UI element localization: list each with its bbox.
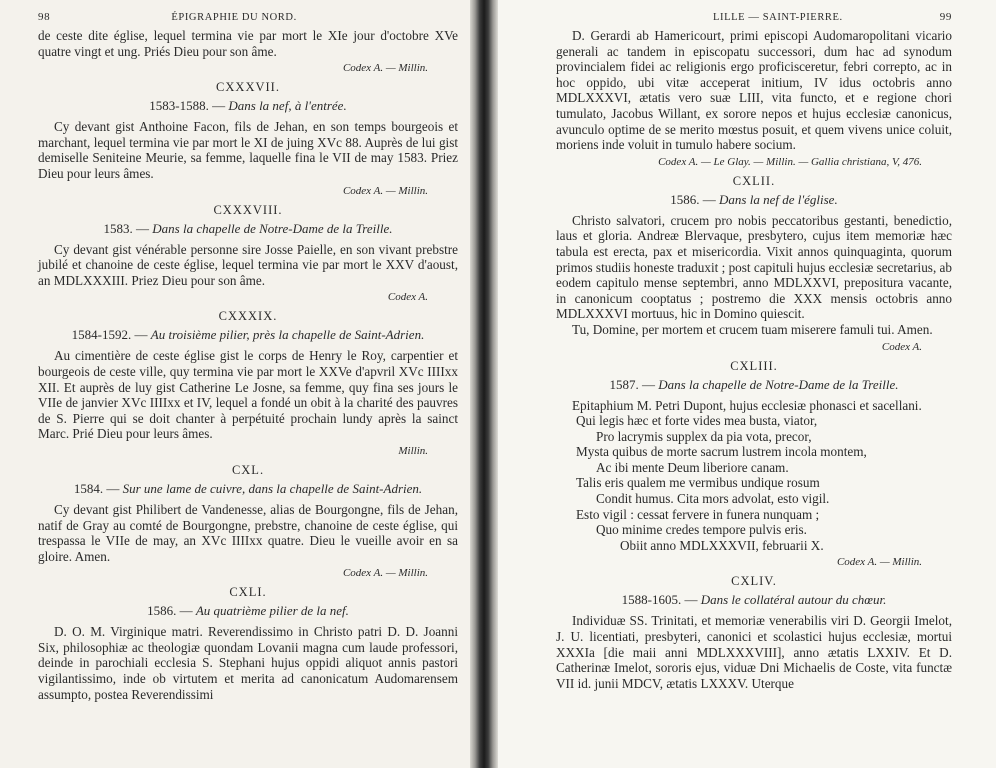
entry-number: CXLII. [732,173,776,188]
carry-over-text-right: D. Gerardi ab Hamericourt, primi episcopi Audomaropolitani vicario generali ac tandem in episcopatu successori, dum hac ad synodum provincialem fidei ac religionis ergo proficisceretur, febri correpto, ac in hoc oppido, ubi vitæ acceperat initium, IV idus octobris anno MDLXXXVI, ætatis vero suæ LIII, vita functo, et e regione chori tumulato, Jacobus Willant, ex sorore nepos et hujus ecclesiæ canonicus, avunculo optime de se merito mœstus posuit, et quem vivens unice coluit, moriens inde voluit in tumulo habere socium. [556,28,952,153]
entry-heading: 1584. — Sur une lame de cuivre, dans la chapelle de Saint-Adrien. [73,480,423,496]
page-number-right: 99 [939,11,952,23]
entry-number: CXXXVIII. [213,202,283,217]
poem-line: Esto vigil : cessat fervere in funera nunquam ; [576,506,820,522]
entry-heading: 1586. — Au quatrième pilier de la nef. [147,603,349,619]
poem-line: Qui legis hæc et forte vides mea busta, viator, [576,413,818,429]
running-head-right [556,6,952,28]
running-title-right: LILLE — SAINT-PIERRE. [713,12,843,23]
poem-line: Condit humus. Cita mors advolat, esto vigil. [596,491,830,507]
running-title-left: ÉPIGRAPHIE DU NORD. [171,12,297,23]
poem-line: Quo minime credes tempore pulvis eris. [596,522,807,538]
entry-cxlii [556,173,952,354]
entry-cxliii [556,358,952,570]
source-citation: Codex A. — Millin. [342,184,428,197]
source-citation: Codex A. [387,291,428,304]
entry-heading: 1588-1605. — Dans le collatéral autour du chœur. [621,592,887,608]
entry-number: CXXXVII. [216,80,280,95]
source-citation: Codex A. [881,340,922,353]
entry-cxxxvii [38,79,458,197]
entry-text: D. O. M. Virginique matri. Reverendissimo in Christo patri D. D. Joanni Six, philosophiæ ac theologiæ quondam Lovanii magna cum laude professori, deinde in parochiali ecclesia S. Stephani hujus oppidi aliquot annis pastori vigilantissimo, inde ob virtutem et merita ad canonicatum Audomarensem assumpto, postea Reverendissimi [38,624,458,702]
entry-number: CXLIII. [730,358,778,373]
source-citation: Codex A. — Millin. [836,556,922,569]
entry-text: Epitaphium M. Petri Dupont, hujus ecclesiæ phonasci et sacellani. [572,397,922,413]
entry-text: Individuæ SS. Trinitati, et memoriæ venerabilis viri D. Georgii Imelot, J. U. licentiati, presbyteri, canonici et scolastici hujus ecclesiæ, mortui XXXIa [die maii anni MDLXXXVIII], anno ætatis LXXIV. Et D. Catherinæ Imelot, sororis ejus, viduæ Dni Michaelis de Coste, vita functæ VII id. junii MDCV, ætatis LXXXV. Uterque [556,613,952,691]
entry-heading: 1583. — Dans la chapelle de Notre-Dame de la Treille. [103,220,393,236]
entry-number: CXXXIX. [218,309,278,324]
epitaph-poem [556,413,952,553]
poem-line: Talis eris qualem me vermibus undique rosum [576,475,820,491]
entry-heading: 1584-1592. — Au troisième pilier, près la chapelle de Saint-Adrien. [71,327,425,343]
entry-heading: 1587. — Dans la chapelle de Notre-Dame de la Treille. [609,376,899,392]
poem-line: Mysta quibus de morte sacrum lustrem incola montem, [576,444,867,460]
entry-text: Cy devant gist vénérable personne sire Josse Paielle, en son vivant prebstre jubilé et chanoine de ceste église, lequel termina vie par mort le XXV d'aoust, an MDLXXXIII. Priez Dieu pour son âme. [38,241,458,288]
poem-line: Obiit anno MDLXXXVII, februarii X. [620,537,824,553]
entry-text: Christo salvatori, crucem pro nobis peccatoribus gestanti, benedictio, laus et gloria. Andreæ Blervaque, presbytero, cujus item memoriæ hæc tabula est erecta, pax et misericordia. Vixit annos quinquaginta, quorum primos studiis honeste traduxit ; post capituli hujus ecclesiæ secretarius, ab eodem capitulo mense septembri, anno MDLXXVI, prepositura vacante, in canonicum cooptatus ; postremo die XXX mensis octobris anno MDLXXXVI mortuus, hic in Domino quiescit. [556,212,952,322]
entry-cxl [38,462,458,580]
entry-number: CXLI. [229,585,267,600]
entry-text: Cy devant gist Philibert de Vandenesse, alias de Bourgongne, fils de Jehan, natif de Gray au comté de Bourgongne, prebstre, chanoine de ceste église, qui trespassa le VIIe de may, an XVc IIIIxx quatre. Dieu le vueille avoir en sa gloire. Amen. [38,501,458,564]
entry-text: Cy devant gist Anthoine Facon, fils de Jehan, en son temps bourgeois et marchant, lequel termina vie par mort le XI de juing XVc 88. Auprès de lui gist demiselle Seniteine Meurie, sa femme, laquelle fina le VII de may 1583. Priez Dieu pour leurs âmes. [38,119,458,181]
entry-cxxxix [38,308,458,458]
source-citation: Millin. [398,444,428,457]
entry-cxliv [556,573,952,691]
entry-number: CXL. [231,462,265,477]
carry-over-text-left: de ceste dite église, lequel termina vie par mort le XIe jour d'octobre XVe quatre vingt et ung. Priés Dieu pour son âme. [38,28,458,59]
source-citation: Codex A. — Millin. [342,567,428,580]
entry-cxxxviii [38,202,458,305]
entry-text: Au cimentière de ceste église gist le corps de Henry le Roy, carpentier et bourgeois de ceste ville, quy termina vie par mort le XXVe d'apvril XVc IIIIxx XII. Et auprès de luy gist Catherine Le Josne, sa femme, quy fina ses jours le VIIe de janvier XVc IIIIxx et IV, lequel a fondé un obit à la charité des pauvres de S. Pierre qui se doit chanter à perpétuité prochain lundy après la sainct Marc. Prié Dieu pour leurs âmes. [38,348,458,442]
entry-number: CXLIV. [731,574,777,589]
entry-heading: 1583-1588. — Dans la nef, à l'entrée. [149,98,347,114]
book-gutter [470,0,498,768]
right-page [498,0,996,768]
left-page [0,0,470,768]
source-citation: Codex A. — Le Glay. — Millin. — Gallia christiana, V, 476. [658,155,922,168]
poem-line: Pro lacrymis supplex da pia vota, precor, [596,428,812,444]
poem-line: Ac ibi mente Deum liberiore canam. [596,459,789,475]
source-citation: Codex A. — Millin. [342,62,428,75]
entry-text-closing: Tu, Domine, per mortem et crucem tuam miserere famuli tui. Amen. [572,321,933,337]
entry-cxli [38,584,458,702]
page-number-left: 98 [38,11,51,23]
entry-heading: 1586. — Dans la nef de l'église. [670,191,838,207]
running-head-left [38,6,458,28]
